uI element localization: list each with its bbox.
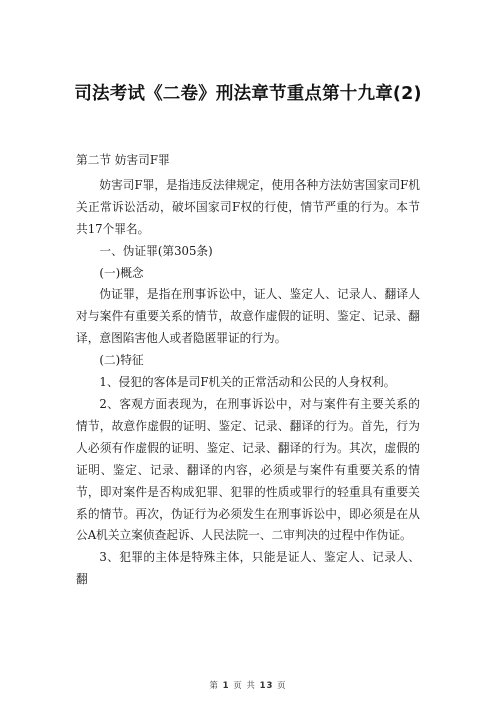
document-body xyxy=(76,150,420,591)
page-footer xyxy=(0,679,496,691)
paragraph: (二)特征 xyxy=(99,353,144,368)
paragraph: 1、侵犯的客体是司F机关的正常活动和公民的人身权利。 xyxy=(99,375,396,390)
paragraph: (一)概念 xyxy=(99,265,144,280)
footer-total-pages: 13 xyxy=(259,681,274,691)
paragraph: 伪证罪，是指在刑事诉讼中，证人、鉴定人、记录人、翻译人对与案件有重要关系的情节，故意作虚假的证明、鉴定、记录、翻译，意图陷害他人或者隐匿罪证的行为。 xyxy=(76,287,420,346)
footer-prefix: 第 xyxy=(209,681,219,691)
paragraph: 2、客观方面表现为，在刑事诉讼中，对与案件有主要关系的情节，故意作虚假的证明、鉴定、记录、翻译的行为。首先，行为人必须有作虚假的证明、鉴定、记录、翻译的行为。其次，虚假的证明、鉴定、记录、翻译的内容，必须是与案件有重要关系的情节，即对案件是否构成犯罪、犯罪的性质或罪行的轻重具有重要关系的情节。再次，伪证行为必须发生在刑事诉讼中，即必须是在从公A机关立案侦查起诉、人民法院一、二审判决的过程中作伪证。 xyxy=(76,396,420,543)
footer-suffix: 页 xyxy=(277,681,287,691)
paragraph: 一、伪证罪(第305条) xyxy=(99,243,213,258)
document-title: 司法考试《二卷》刑法章节重点第十九章(2) xyxy=(74,84,422,104)
paragraph: 3、犯罪的主体是特殊主体，只能是证人、鉴定人、记录人、翻 xyxy=(76,550,420,587)
footer-middle: 页 共 xyxy=(233,681,256,691)
footer-page-number: 1 xyxy=(222,681,230,691)
section-heading: 第二节 妨害司F罪 xyxy=(76,153,170,167)
paragraph: 妨害司F罪，是指违反法律规定，使用各种方法妨害国家司F机关正常诉讼活动，破坏国家司F权的行使，情节严重的行为。本节共17个罪名。 xyxy=(76,177,420,236)
